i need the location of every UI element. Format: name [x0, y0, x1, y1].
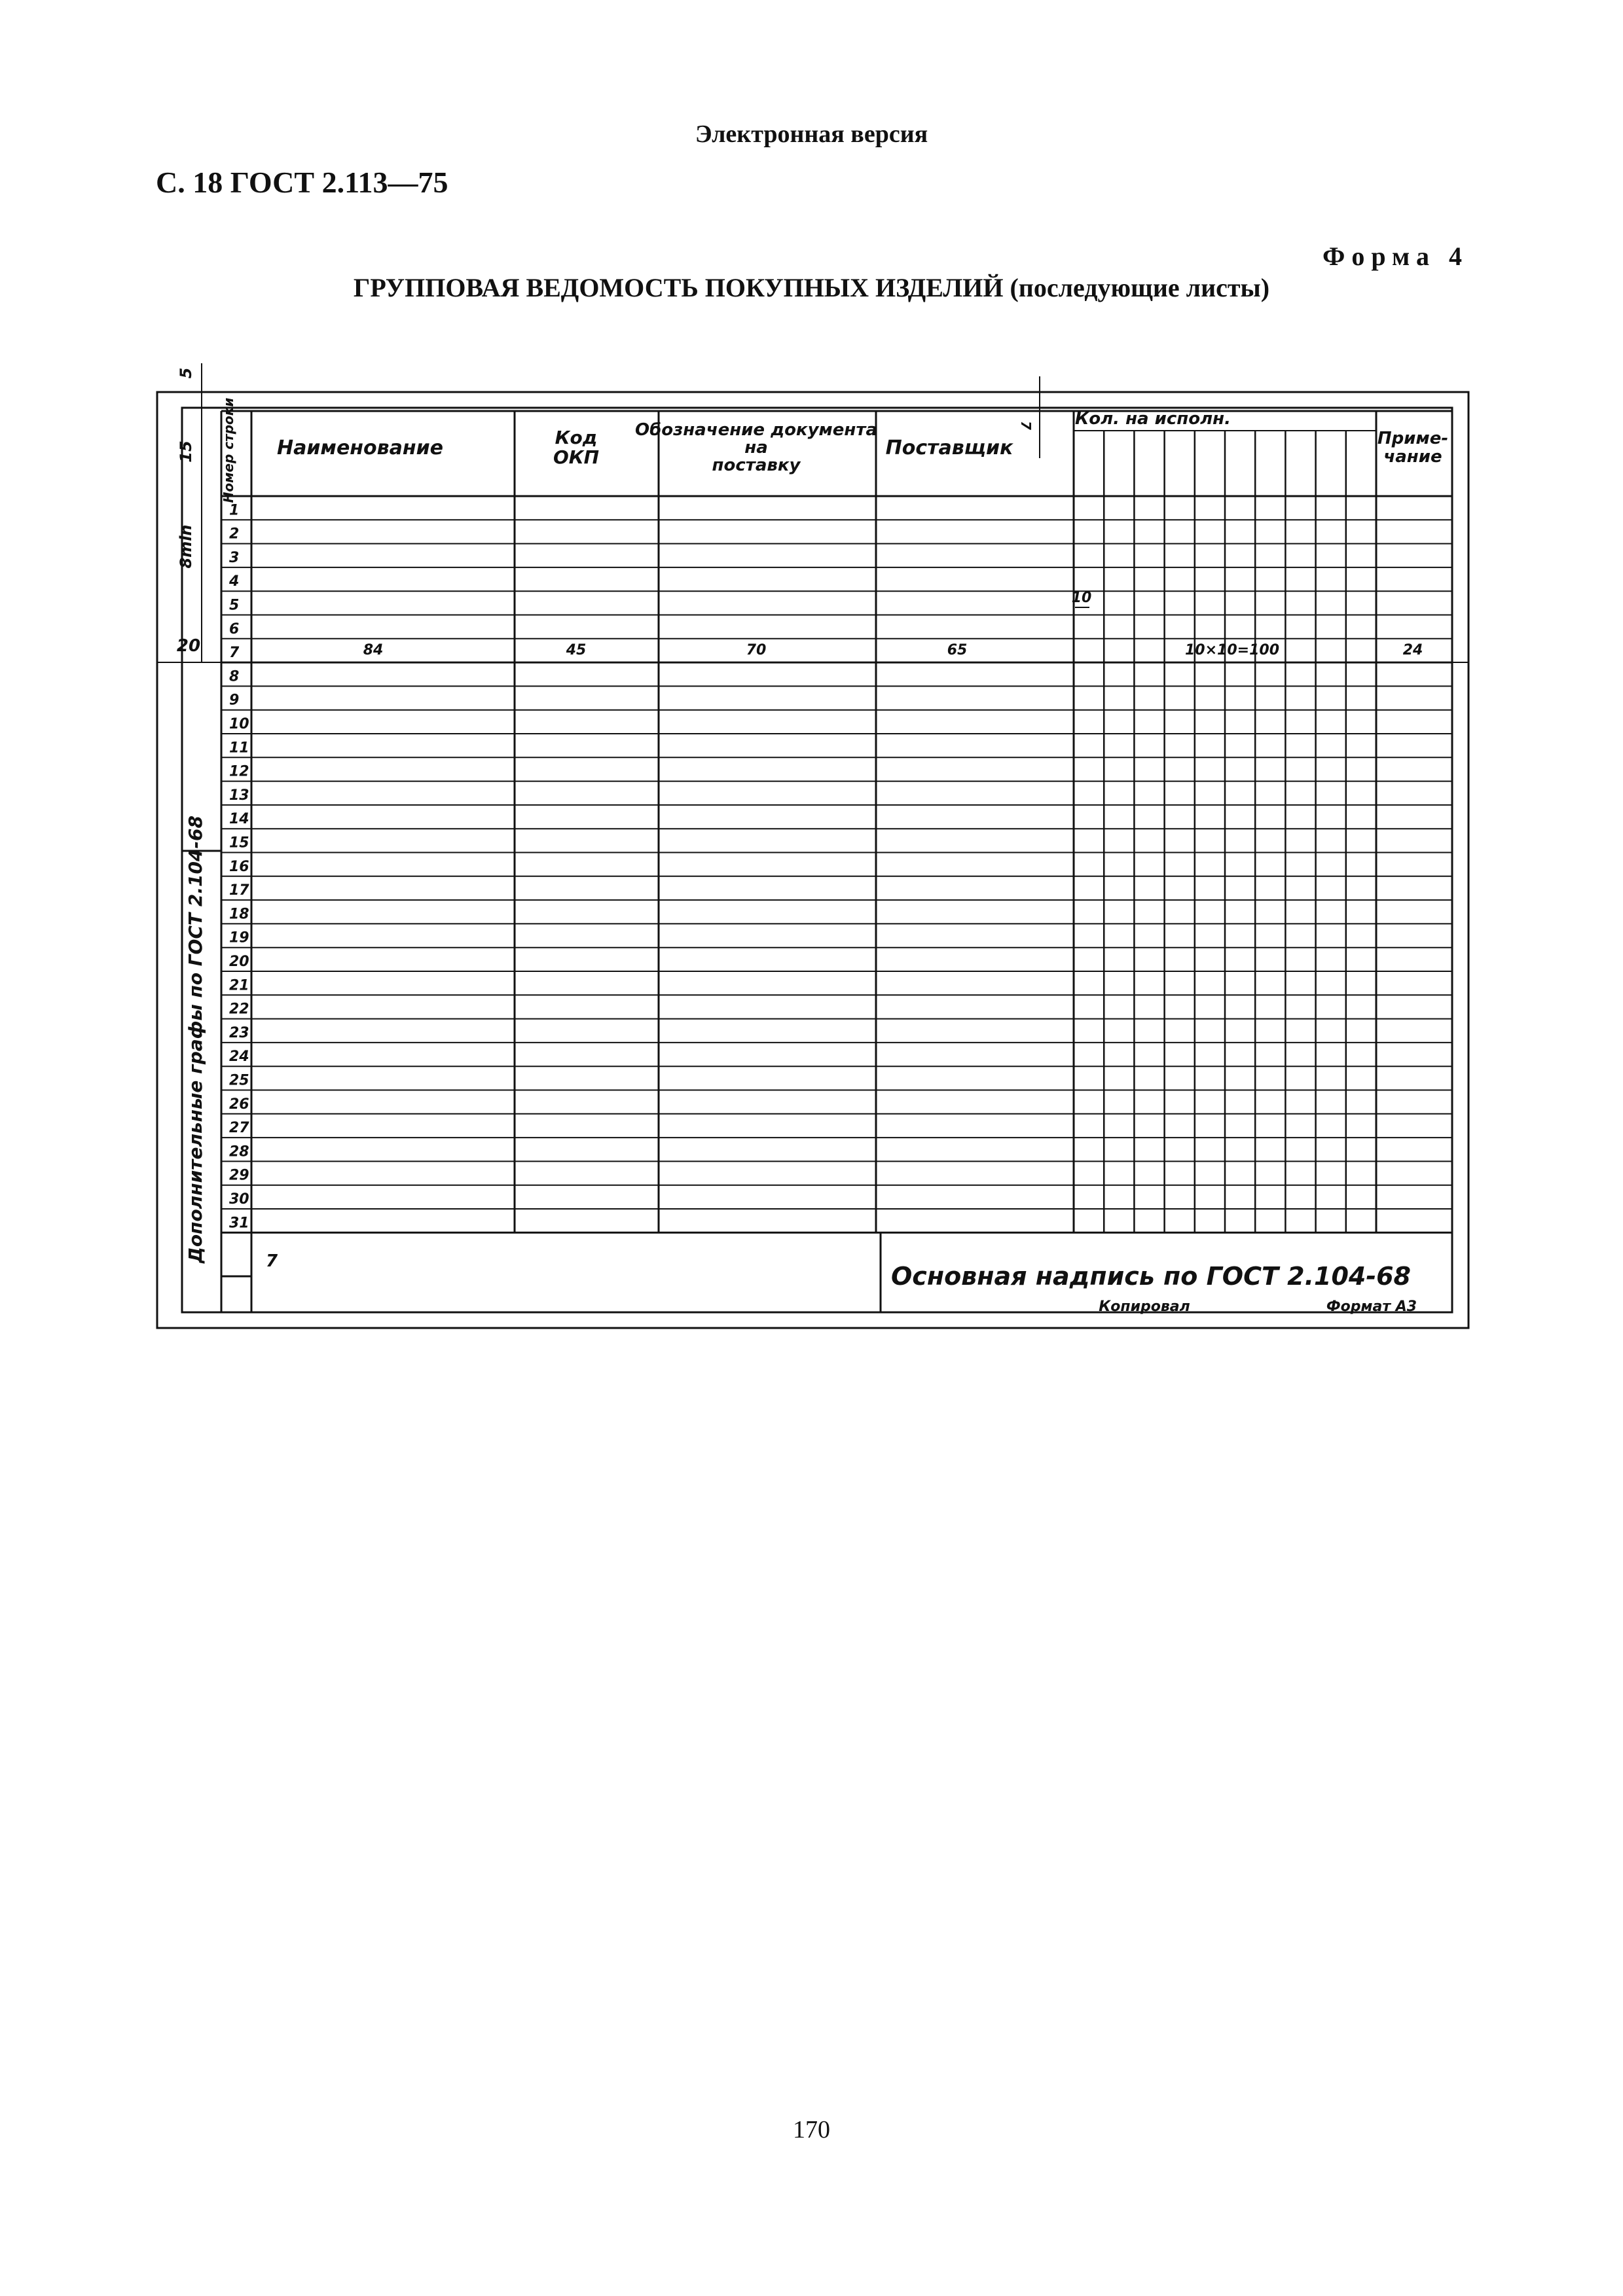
row-number: 4 [229, 573, 240, 590]
copied-label: Копировал [1099, 1299, 1190, 1315]
header-note-line2: чание [1383, 447, 1442, 467]
row-number: 2 [229, 526, 240, 543]
electronic-version-label: Электронная версия [695, 120, 928, 148]
row-number: 1 [229, 502, 240, 519]
header-qty: Кол. на исполн. [1075, 409, 1231, 429]
row-number: 8 [229, 668, 240, 685]
row-number: 15 [229, 834, 249, 852]
row-number: 20 [229, 954, 249, 970]
header-name: Наименование [277, 437, 443, 459]
dim-note-width: 24 [1402, 642, 1423, 658]
dim-left-margin: 20 [176, 636, 201, 656]
header-row-number: Номер строки [221, 397, 236, 503]
row-number: 6 [229, 620, 240, 637]
row-number: 28 [229, 1143, 249, 1160]
dim-qty-col-width: 10 [1071, 590, 1092, 606]
title-block-label: Основная надпись по ГОСТ 2.104-68 [890, 1262, 1412, 1291]
page-number: 170 [793, 2116, 830, 2144]
sheet-frame [157, 392, 1468, 1328]
row-number: 26 [229, 1096, 249, 1113]
header-supplier: Поставщик [885, 437, 1013, 459]
row-numbers [228, 502, 249, 1231]
form-number: Форма 4 [1322, 242, 1468, 271]
row-number: 10 [229, 716, 249, 732]
row-number: 30 [229, 1191, 249, 1208]
header-code-line1: Код [555, 427, 598, 448]
dim-row-height: 8min [177, 524, 195, 569]
row-number: 16 [229, 858, 249, 875]
side-label: Дополнительные графы по ГОСТ 2.104-68 [185, 815, 206, 1264]
header-note-line1: Приме- [1377, 429, 1449, 448]
format-label: Формат А3 [1326, 1299, 1417, 1315]
row-number: 13 [229, 787, 249, 804]
row-number: 7 [229, 645, 240, 662]
row-number: 29 [229, 1167, 249, 1184]
row-number: 22 [229, 1001, 249, 1018]
header-doc-line2: на [744, 438, 768, 457]
row-number: 14 [229, 811, 249, 828]
row-number: 5 [229, 597, 240, 614]
table-grid [157, 363, 1468, 1312]
row-number: 9 [229, 692, 240, 709]
row-number: 18 [229, 906, 249, 923]
row-number: 19 [229, 929, 249, 946]
row-number: 24 [229, 1049, 249, 1066]
dim-name-width: 84 [363, 642, 384, 658]
header-doc [635, 420, 877, 475]
row-number: 31 [229, 1215, 249, 1232]
dimensions [177, 368, 1423, 1271]
page-header: С. 18 ГОСТ 2.113—75 [156, 166, 448, 199]
row-number: 11 [229, 740, 249, 757]
header-code [553, 427, 599, 468]
row-number: 25 [229, 1072, 249, 1089]
dim-header-height: 15 [177, 440, 195, 463]
row-number: 17 [229, 882, 249, 899]
dim-code-width: 45 [566, 642, 587, 658]
row-number: 27 [229, 1120, 249, 1137]
row-number: 23 [229, 1024, 249, 1041]
form-title: ГРУППОВАЯ ВЕДОМОСТЬ ПОКУПНЫХ ИЗДЕЛИЙ (последующие листы) [353, 273, 1270, 302]
header-doc-line3: поставку [712, 456, 801, 475]
row-number: 21 [229, 977, 249, 994]
header-code-line2: ОКП [553, 446, 600, 468]
dim-supplier-width: 65 [947, 642, 968, 658]
dim-qty-width: 10×10=100 [1184, 642, 1280, 658]
header-doc-line1: Обозначение документа [634, 420, 878, 440]
dim-top-margin: 5 [177, 367, 195, 379]
dim-qty-header-height: 7 [1018, 421, 1034, 430]
header-note [1377, 429, 1448, 467]
dim-bottom-gap: 7 [265, 1251, 278, 1271]
row-number: 12 [229, 763, 249, 780]
dim-doc-width: 70 [746, 642, 767, 658]
row-number: 3 [229, 549, 240, 566]
